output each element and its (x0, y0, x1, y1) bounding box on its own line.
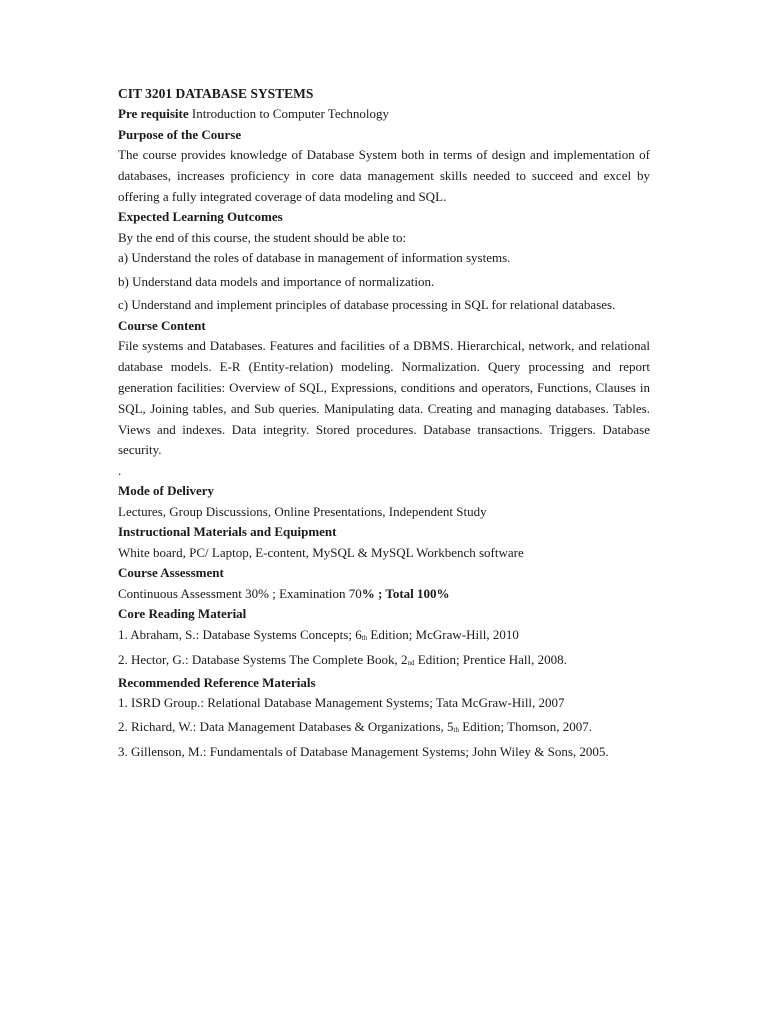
delivery-text: Lectures, Group Discussions, Online Presentations, Independent Study (118, 503, 487, 519)
reference-item-3: 3. Gillenson, M.: Fundamentals of Database Management Systems; John Wiley & Sons, 2005. (118, 744, 609, 760)
assessment-heading: Course Assessment (118, 565, 224, 581)
core-reading-heading: Core Reading Material (118, 606, 247, 622)
course-document (118, 84, 650, 763)
prerequisite-line (118, 104, 650, 125)
course-title: CIT 3201 DATABASE SYSTEMS (118, 86, 314, 101)
outcome-item-c: c) Understand and implement principles of database processing in SQL for relational databases. (118, 297, 616, 313)
reference-item-2-main: 2. Richard, W.: Data Management Databases & Organizations, 5 (118, 718, 454, 734)
core-reading-item-2 (118, 650, 650, 673)
references-heading: Recommended Reference Materials (118, 674, 316, 690)
content-trailing-mark: . (118, 463, 122, 479)
outcomes-heading: Expected Learning Outcomes (118, 209, 283, 225)
materials-text: White board, PC/ Laptop, E-content, MySQL & MySQL Workbench software (118, 544, 524, 560)
prerequisite-label: Pre requisite (118, 106, 189, 121)
purpose-text: The course provides knowledge of Database System both in terms of design and implementation of databases, increases proficiency in core data management skills needed to succeed and excel by offering a fully integrated coverage of data modeling and SQL. (118, 147, 650, 204)
core-reading-item-2-rest: Edition; Prentice Hall, 2008. (414, 652, 567, 668)
core-reading-item-1 (118, 625, 650, 648)
reference-item-2 (118, 717, 650, 740)
core-reading-item-2-ordinal: nd (407, 659, 415, 668)
core-reading-item-1-rest: Edition; McGraw-Hill, 2010 (367, 626, 519, 642)
assessment-text-bold: % ; Total 100% (361, 585, 450, 601)
reference-item-2-ordinal: th (453, 725, 459, 734)
outcomes-intro: By the end of this course, the student should be able to: (118, 229, 407, 245)
reference-item-2-rest: Edition; Thomson, 2007. (458, 718, 592, 734)
reference-item-1: 1. ISRD Group.: Relational Database Management Systems; Tata McGraw-Hill, 2007 (118, 695, 565, 711)
materials-heading: Instructional Materials and Equipment (118, 524, 337, 540)
content-heading: Course Content (118, 317, 206, 333)
assessment-text (118, 584, 650, 605)
outcome-item-a: a) Understand the roles of database in management of information systems. (118, 250, 511, 266)
assessment-text-plain: Continuous Assessment 30% ; Examination 70 (118, 585, 362, 601)
prerequisite-value: Introduction to Computer Technology (191, 106, 389, 121)
delivery-heading: Mode of Delivery (118, 483, 215, 499)
content-text: File systems and Databases. Features and facilities of a DBMS. Hierarchical, network, and relational database models. E-R (Entity-relation) modeling. Normalization. Query processing and report generation facilities: Overview of SQL, Expressions, conditions and operators, Functions, Clauses in SQL, Joining tables, and Sub queries. Manipulating data. Creating and managing databases. Tables. Views and indexes. Data integrity. Stored procedures. Database transactions. Triggers. Database security. (118, 338, 650, 458)
outcome-item-b: b) Understand data models and importance of normalization. (118, 273, 435, 289)
core-reading-item-2-main: 2. Hector, G.: Database Systems The Complete Book, 2 (118, 652, 408, 668)
purpose-heading: Purpose of the Course (118, 126, 242, 142)
core-reading-item-1-ordinal: th (361, 633, 368, 642)
core-reading-item-1-main: 1. Abraham, S.: Database Systems Concepts; 6 (118, 626, 362, 642)
